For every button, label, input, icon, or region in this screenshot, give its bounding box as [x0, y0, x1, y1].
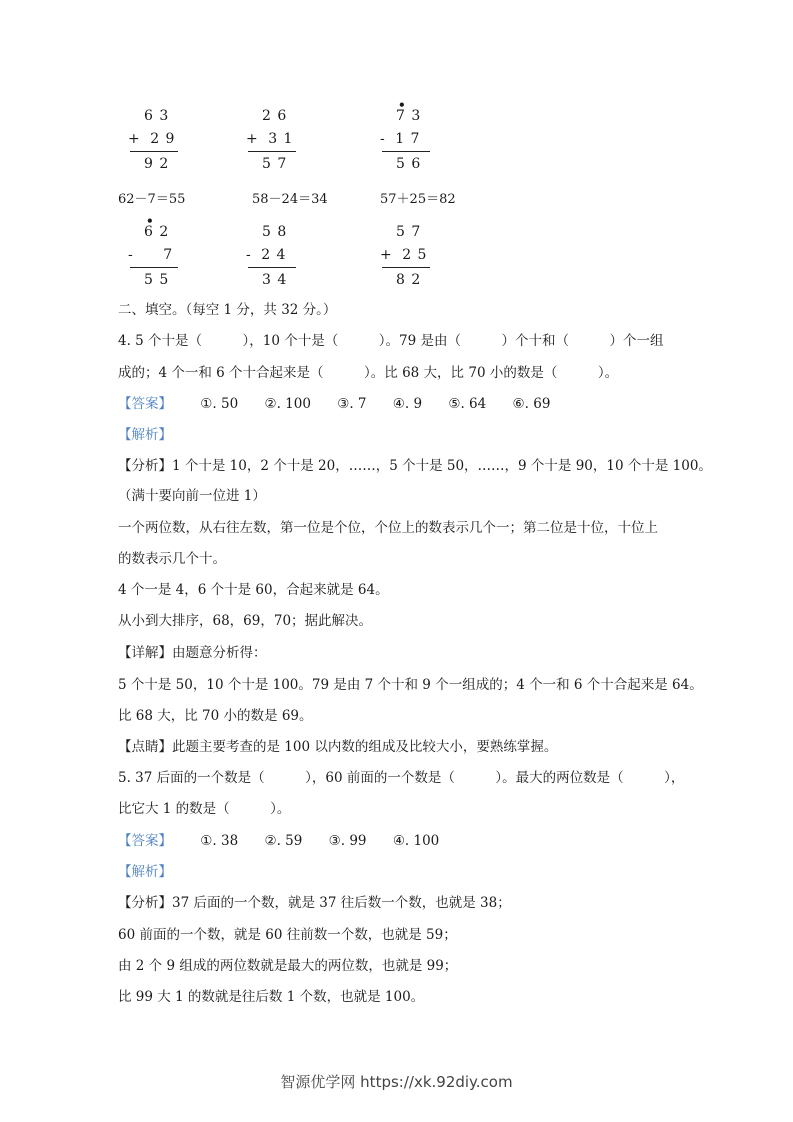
- answer-item: ⑤. 64: [448, 396, 487, 412]
- q5-text-line1: 5. 37 后面的一个数是（ ），60 前面的一个数是（ ）。最大的两位数是（ ），: [118, 770, 685, 786]
- q4-analysis-line: 【点睛】此题主要考查的是 100 以内数的组成及比较大小，要熟练掌握。: [118, 739, 558, 755]
- vp-bottom: 2 4: [261, 247, 287, 263]
- answer-item: ②. 100: [264, 396, 311, 412]
- vertical-problem-1: [128, 108, 218, 180]
- vp-line: [382, 151, 430, 152]
- vp-bottom: 1 7: [395, 131, 421, 147]
- carry-dot: •: [398, 98, 406, 112]
- equation-1: 62－7＝55: [118, 192, 186, 207]
- vp-op: +: [128, 131, 141, 147]
- q4-analysis-line: 【详解】由题意分析得：: [118, 645, 267, 661]
- q5-analysis-label: 【解析】: [118, 864, 172, 880]
- q4-analysis-line: 5 个十是 50，10 个十是 100。79 是由 7 个十和 9 个一组成的；4 个一和 6 个十合起来是 64。: [118, 677, 703, 693]
- vp-op: -: [128, 247, 134, 263]
- vp-op: -: [246, 247, 252, 263]
- answer-label: 【答案】: [118, 833, 172, 849]
- answer-item: ②. 59: [264, 833, 303, 849]
- vertical-problem-2: [246, 108, 336, 180]
- vp-result: 5 6: [396, 156, 422, 172]
- vp-top: 6 2: [144, 224, 170, 240]
- vp-line: [130, 267, 178, 268]
- q4-analysis-label: 【解析】: [118, 427, 172, 443]
- vp-op: +: [246, 131, 259, 147]
- vp-bottom: 2 5: [402, 247, 428, 263]
- q4-analysis-line: 从小到大排序，68，69，70；据此解决。: [118, 613, 373, 629]
- section-heading: 二、填空。（每空 1 分，共 32 分。）: [118, 302, 337, 318]
- vp-result: 9 2: [144, 156, 170, 172]
- vertical-problem-4: [128, 214, 218, 296]
- q4-answer-row: [118, 394, 572, 414]
- vp-bottom: 2 9: [150, 131, 176, 147]
- footer-watermark: 智源优学网 https://xk.92diy.com: [280, 1073, 513, 1091]
- vp-line: [248, 267, 296, 268]
- q4-analysis-line: 4 个一是 4，6 个十是 60，合起来就是 64。: [118, 582, 389, 598]
- vp-top: 5 8: [262, 224, 288, 240]
- vp-result: 8 2: [396, 272, 422, 288]
- q4-text-line2: 成的；4 个一和 6 个十合起来是（ ）。比 68 大，比 70 小的数是（ ）。: [118, 365, 619, 381]
- q5-analysis-line: 【分析】37 后面的一个数，就是 37 往后数一个数，也就是 38；: [118, 895, 511, 911]
- vp-top: 2 6: [262, 108, 288, 124]
- q5-answer-row: [118, 831, 461, 851]
- carry-dot: •: [146, 214, 154, 228]
- q4-analysis-line: 【分析】1 个十是 10，2 个十是 20，……，5 个十是 50，……，9 个十是 90，10 个十是 100。: [118, 458, 712, 474]
- vp-result: 5 7: [262, 156, 288, 172]
- answer-item: ④. 9: [392, 396, 423, 412]
- vp-op: -: [380, 131, 386, 147]
- q4-analysis-line: 比 68 大，比 70 小的数是 69。: [118, 708, 313, 724]
- vp-top: 6 3: [144, 108, 170, 124]
- q4-analysis-line: 一个两位数，从右往左数，第一位是个位，个位上的数表示几个一；第二位是十位，十位上: [118, 520, 658, 536]
- answer-item: ⑥. 69: [512, 396, 551, 412]
- answer-item: ①. 38: [200, 833, 239, 849]
- q4-analysis-line: （满十要向前一位进 1）: [118, 488, 266, 504]
- vp-top: 5 7: [396, 224, 422, 240]
- vertical-problem-6: [380, 224, 470, 296]
- vp-bottom: 7: [163, 247, 174, 263]
- q5-text-line2: 比它大 1 的数是（ ）。: [118, 801, 291, 817]
- q5-analysis-line: 由 2 个 9 组成的两位数就是最大的两位数，也就是 99；: [118, 958, 458, 974]
- vp-bottom: 3 1: [268, 131, 294, 147]
- answer-item: ①. 50: [200, 396, 239, 412]
- equation-3: 57＋25＝82: [380, 192, 456, 207]
- q5-analysis-line: 60 前面的一个数，就是 60 往前数一个数，也就是 59；: [118, 927, 457, 943]
- vertical-problem-3: [380, 98, 470, 180]
- answer-label: 【答案】: [118, 396, 172, 412]
- answer-item: ③. 99: [328, 833, 367, 849]
- vp-result: 3 4: [262, 272, 288, 288]
- vp-op: +: [380, 247, 393, 263]
- vertical-problem-5: [246, 224, 336, 296]
- vp-result: 5 5: [144, 272, 170, 288]
- answer-item: ④. 100: [392, 833, 440, 849]
- q4-analysis-line: 的数表示几个十。: [118, 551, 226, 567]
- vp-line: [382, 267, 430, 268]
- q4-text-line1: 4. 5 个十是（ ），10 个十是（ ）。79 是由（ ）个十和（ ）个一组: [118, 333, 664, 349]
- vp-line: [130, 151, 178, 152]
- vp-top: 7 3: [396, 108, 422, 124]
- answer-item: ③. 7: [337, 396, 367, 412]
- q5-analysis-line: 比 99 大 1 的数就是往后数 1 个数，也就是 100。: [118, 989, 425, 1005]
- vp-line: [248, 151, 296, 152]
- equation-2: 58－24＝34: [252, 192, 328, 207]
